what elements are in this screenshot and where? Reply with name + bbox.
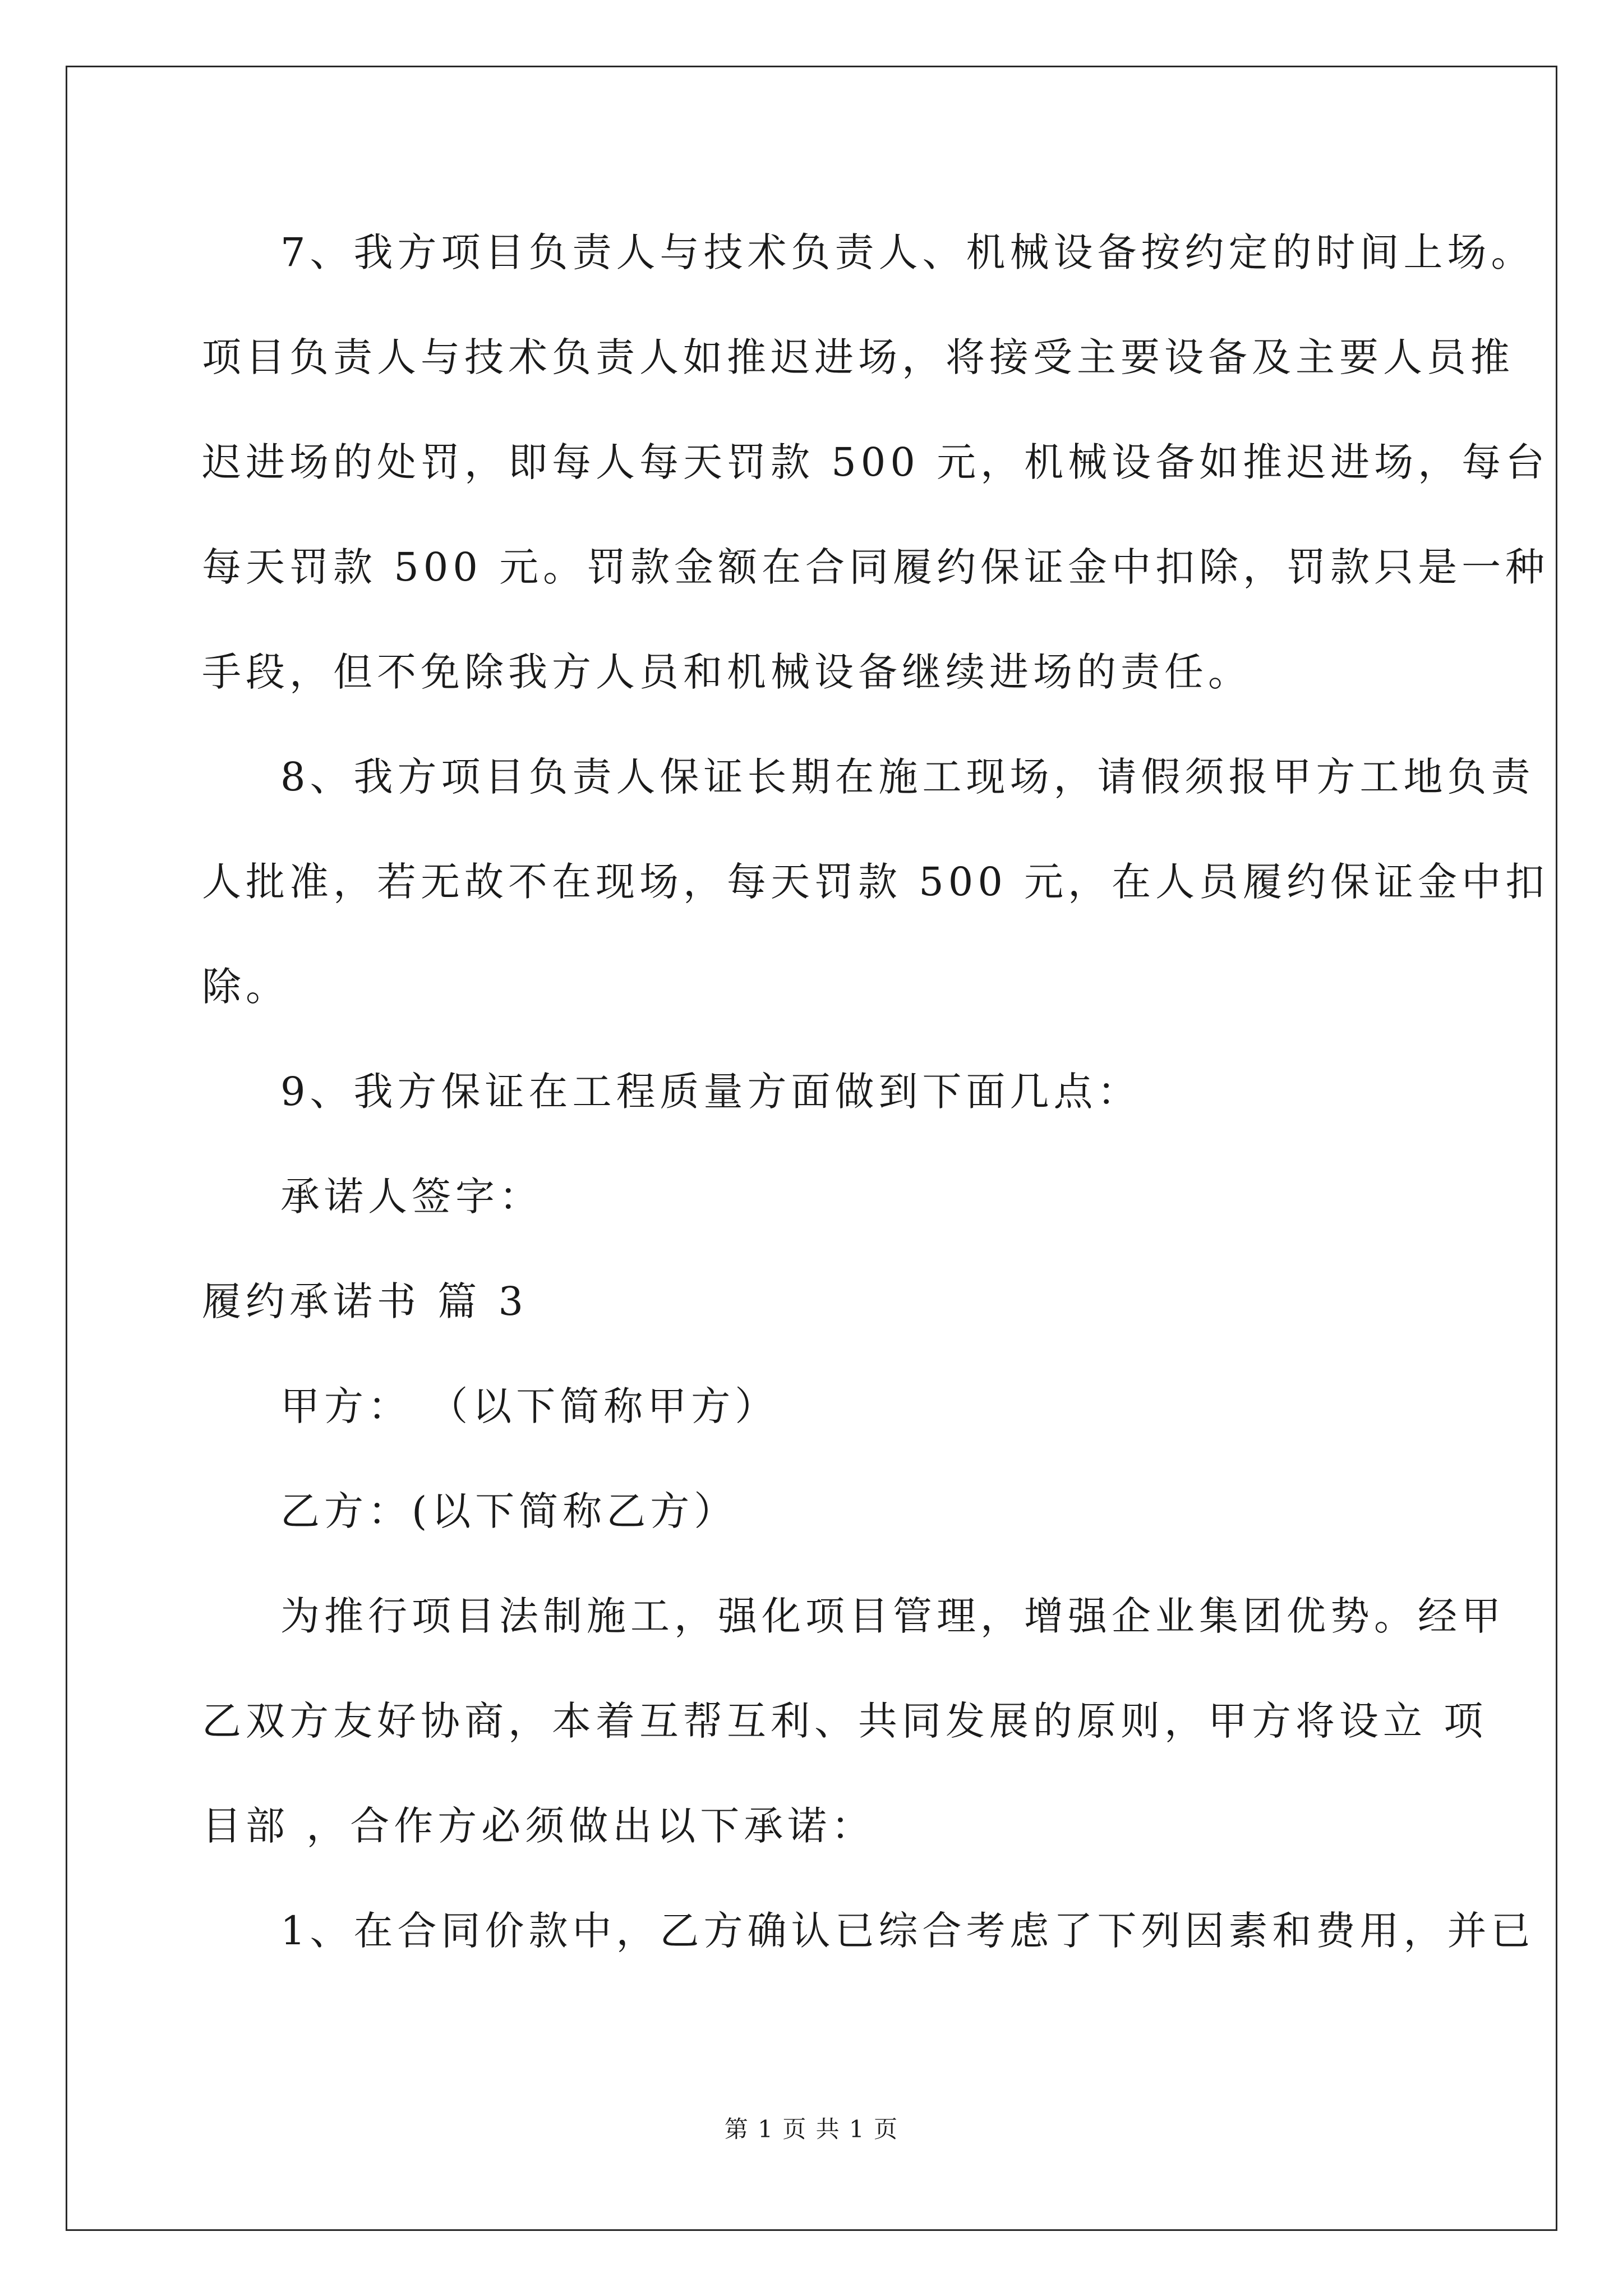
paragraph-7-line-1: 7、我方项目负责人与技术负责人、机械设备按约定的时间上场。 bbox=[280, 229, 1535, 275]
party-a: 甲方： （以下简称甲方） bbox=[280, 1383, 779, 1429]
intro-line-1: 为推行项目法制施工，强化项目管理，增强企业集团优势。经甲 bbox=[280, 1593, 1505, 1639]
intro-line-3: 目部 ，合作方必须做出以下承诺： bbox=[202, 1803, 875, 1849]
intro-line-2: 乙双方友好协商，本着互帮互利、共同发展的原则，甲方将设立 项 bbox=[202, 1698, 1488, 1744]
paragraph-7-line-5: 手段，但不免除我方人员和机械设备继续进场的责任。 bbox=[202, 649, 1252, 695]
paragraph-8-line-3: 除。 bbox=[202, 964, 289, 1010]
paragraph-7-line-4: 每天罚款 500 元。罚款金额在合同履约保证金中扣除，罚款只是一种 bbox=[202, 544, 1550, 590]
paragraph-7-line-3: 迟进场的处罚，即每人每天罚款 500 元，机械设备如推迟进场，每台 bbox=[202, 439, 1550, 485]
party-b: 乙方：(以下简称乙方） bbox=[280, 1488, 738, 1534]
section-heading: 履约承诺书 篇 3 bbox=[202, 1278, 528, 1324]
paragraph-7-line-2: 项目负责人与技术负责人如推迟进场，将接受主要设备及主要人员推 bbox=[202, 334, 1514, 380]
page-footer: 第 1 页 共 1 页 bbox=[724, 2115, 899, 2143]
signature-label: 承诺人签字： bbox=[280, 1174, 543, 1220]
paragraph-9: 9、我方保证在工程质量方面做到下面几点： bbox=[280, 1069, 1141, 1115]
paragraph-8-line-2: 人批准，若无故不在现场，每天罚款 500 元，在人员履约保证金中扣 bbox=[202, 859, 1550, 905]
paragraph-8-line-1: 8、我方项目负责人保证长期在施工现场，请假须报甲方工地负责 bbox=[280, 754, 1535, 800]
clause-1-line-1: 1、在合同价款中，乙方确认已综合考虑了下列因素和费用，并已 bbox=[280, 1908, 1535, 1954]
